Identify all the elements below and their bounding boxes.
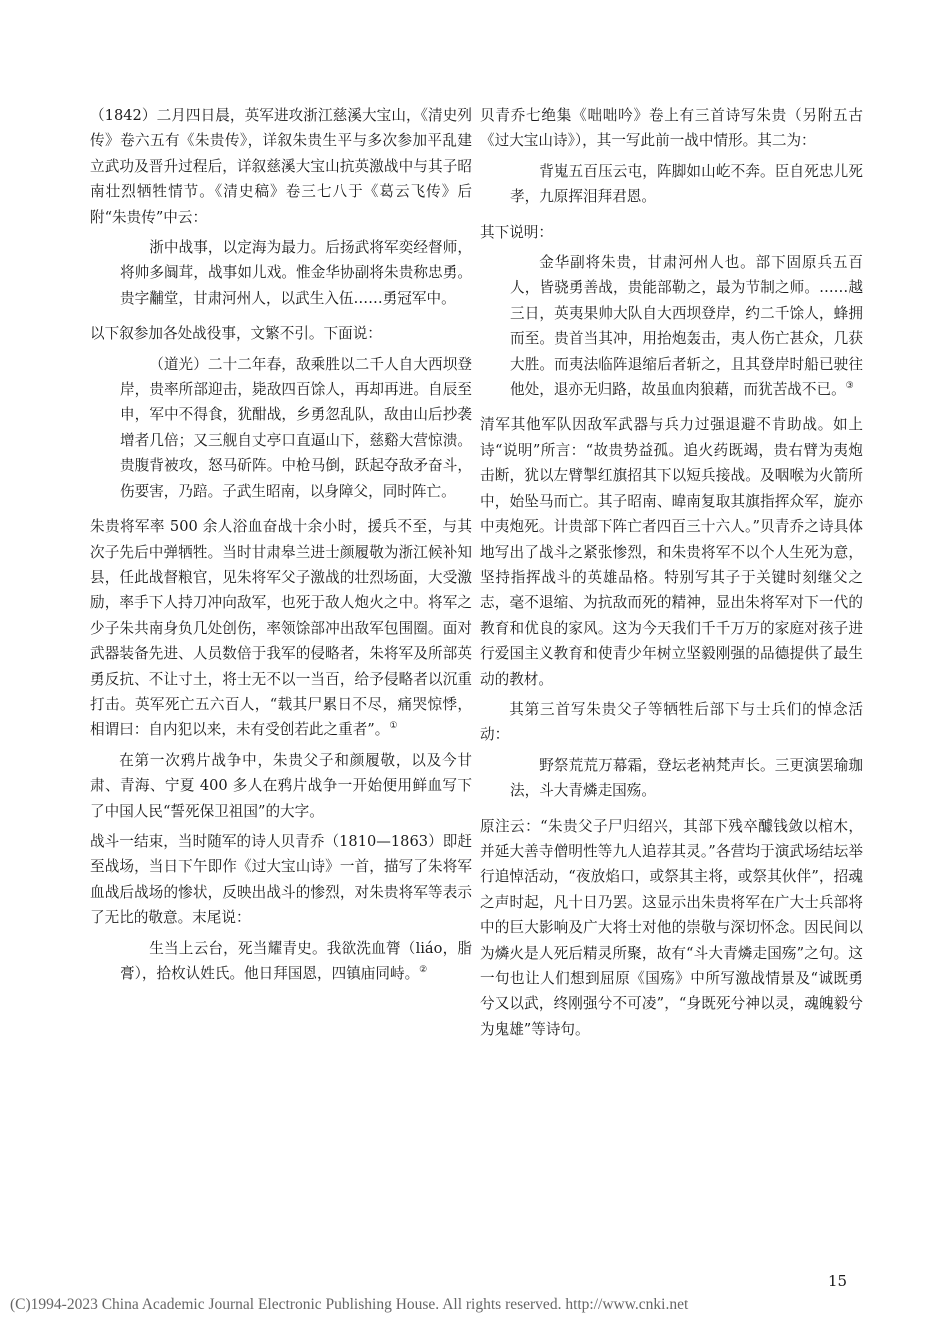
body-paragraph: 其第三首写朱贵父子等牺牲后部下与士兵们的悼念活动： — [480, 700, 863, 744]
paragraph-text: 朱贵将军率 500 余人浴血奋战十余小时，援兵不至，与其次子先后中弹牺牲。当时甘肃皋兰进士颜履敬为浙江候补知县，任此战督粮官，见朱将军父子激战的壮烈场面，大受激励，率手下人持刀冲向敌军，也死于敌人炮火之中。将军之少子朱共南身负几处创伤，率领馀部冲出敌军包围圈。面对武器装备先进、人员数倍于我军的侵略者，朱将军及所部英勇反抗、不让寸土，将士无不以一当百，给予侵略者以沉重打击。英军死亡五六百人，“载其尸累日不尽，痛哭惊悸，相谓曰：自内犯以来，未有受创若此之重者”。 — [90, 518, 472, 739]
block-quote — [90, 936, 472, 987]
body-paragraph: 其下说明： — [480, 223, 553, 241]
block-quote: 背嵬五百压云屯，阵脚如山屹不奔。臣自死忠儿死孝，九原挥泪拜君恩。 — [510, 162, 863, 206]
quote-text: 生当上云台，死当耀青史。我欲洗血膂（liáo，脂膏），拾枚认姓氏。他日拜国恩，四镇庙同峙。 — [120, 939, 472, 982]
left-column — [90, 103, 472, 996]
footnote-marker: ② — [419, 965, 428, 976]
body-paragraph: 原注云：“朱贵父子尸归绍兴，其部下残卒醵钱敛以棺木，并延大善寺僧明性等九人追荐其灵。”各营均于演武场结坛举行追悼活动，“夜放焰口，或祭其主将，或祭其伙伴”，招魂之声时起，凡十日乃罢。这显示出朱贵将军在广大士兵部将中的巨大影响及广大将士对他的崇敬与深切怀念。因民间以为燐火是人死后精灵所聚，故有“斗大青燐走国殇”之句。这一句也让人们想到屈原《国殇》中所写激战情景及“诚既勇兮又以武，终刚强兮不可凌”，“身既死兮神以灵，魂魄毅兮为鬼雄”等诗句。 — [480, 817, 863, 1038]
footnote-marker: ① — [389, 721, 398, 732]
body-paragraph: 清军其他军队因敌军武器与兵力过强退避不肯助战。如上诗“说明”所言：“故贵势益孤。追火药既竭，贵右臂为夷炮击断，犹以左臂掣红旗招其下以短兵接战。及咽喉为火箭所中，始坠马而亡。其子昭南、暐南复取其旗指挥众军，旋亦中夷炮死。计贵部下阵亡者四百三十六人。”贝青乔之诗具体地写出了战斗之紧张惨烈，和朱贵将军不以个人生死为意，坚持指挥战斗的英雄品格。特别写其子于关键时刻继父之志，毫不退缩、为抗敌而死的精神，显出朱将军对下一代的教育和优良的家风。这为今天我们千千万万的家庭对孩子进行爱国主义教育和使青少年树立坚毅刚强的品德提供了最生动的教材。 — [480, 416, 863, 688]
body-paragraph: （1842）二月四日晨，英军进攻浙江慈溪大宝山，《清史列传》卷六五有《朱贵传》，详叙朱贵生平与多次参加平乱建立武功及晋升过程后，详叙慈溪大宝山抗英激战中与其子昭南壮烈牺牲情节。《清史稿》卷三七八于《葛云飞传》后附“朱贵传”中云： — [90, 107, 472, 226]
copyright-footer: (C)1994-2023 China Academic Journal Electronic Publishing House. All rights reserved. http://www.cnki.net — [10, 1296, 689, 1313]
body-paragraph: 在第一次鸦片战争中，朱贵父子和颜履敬，以及今甘肃、青海、宁夏 400 多人在鸦片战争一开始便用鲜血写下了中国人民“誓死保卫祖国”的大字。 — [90, 751, 472, 820]
block-quote: 野祭荒荒万幕霜，登坛老衲梵声长。三更演罢瑜珈法，斗大青燐走国殇。 — [510, 756, 863, 800]
block-quote: （道光）二十二年春，敌乘胜以二千人自大西坝登岸，贵率所部迎击，毙敌四百馀人，再却再进。自辰至申，军中不得食，犹酣战，乡勇忽乱队，敌由山后抄袭增者几倍；又三舰自丈亭口直逼山下，慈谿大营惊溃。贵腹背被攻，怒马斫阵。中枪马倒，跃起夺敌矛奋斗，伤要害，乃踣。子武生昭南，以身障父，同时阵亡。 — [120, 355, 472, 500]
block-quote — [480, 250, 863, 402]
body-paragraph: 以下叙参加各处战役事，文繁不引。下面说： — [90, 325, 382, 343]
body-paragraph: 战斗一结束，当时随军的诗人贝青乔（1810—1863）即赶至战场，当日下午即作《过大宝山诗》一首，描写了朱将军血战后战场的惨状，反映出战斗的惨烈，对朱贵将军等表示了无比的敬意。末尾说： — [90, 832, 472, 927]
body-paragraph: 贝青乔七绝集《咄咄吟》卷上有三首诗写朱贵（另附五古《过大宝山诗》），其一写此前一战中情形。其二为： — [480, 107, 863, 150]
footnote-marker: ③ — [845, 381, 854, 392]
body-paragraph — [90, 514, 472, 743]
right-column — [480, 103, 863, 1047]
page-number: 15 — [828, 1272, 848, 1290]
block-quote: 浙中战事，以定海为最力。后扬武将军奕经督师，将帅多阘茸，战事如儿戏。惟金华协副将朱贵称忠勇。贵字黼堂，甘肃河州人，以武生入伍……勇冠军中。 — [120, 239, 472, 307]
quote-text: 金华副将朱贵，甘肃河州人也。部下固原兵五百人，皆骁勇善战，贵能部勒之，最为节制之师。……越三日，英夷果帅大队自大西坝登岸，约二千馀人，蜂拥而至。贵首当其冲，用抬炮轰击，夷人伤亡甚众，几获大胜。而夷法临阵退缩后者斩之，且其登岸时船已驶往他处，退亦无归路，故虽血肉狼藉，而犹苦战不已。 — [510, 254, 863, 399]
